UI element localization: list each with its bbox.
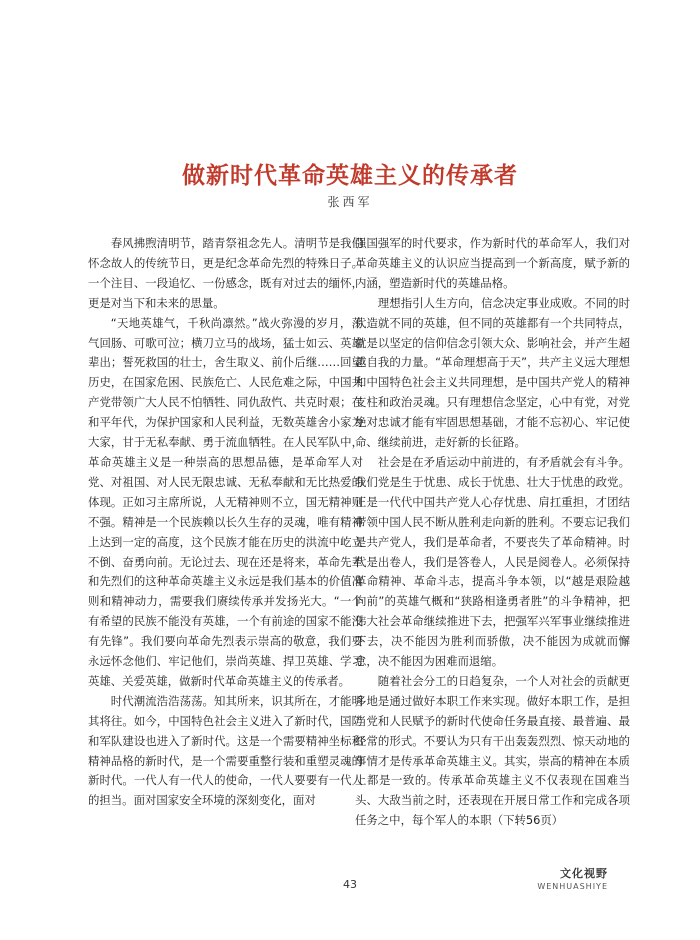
paragraph: 理想指引人生方向，信念决定事业成败。不同的时代造就不同的英雄，但不同的英雄都有一个共同特点，就是以坚定的信仰信念引领大众、影响社会，并产生超越自我的力量。“革命理想高于天”，共产主义远大理想和中国特色社会主义共同理想，是中国共产党人的精神支柱和政治灵魂。只有理想信念坚定，心中有党，对党绝对忠诚才能有牢固思想基础，才能不忘初心、牢记使命、继续前进，走好新的长征路。 — [355, 295, 630, 450]
paragraph: 社会是在矛盾运动中前进的，有矛盾就会有斗争。我们党是生于忧患、成长于忧患、壮大于忧患的政党。正是一代代中国共产党人心存忧患、肩扛重担，才团结带领中国人民不断从胜利走向新的胜利。不要忘记我们是共产党人，我们是革命者，不要丧失了革命精神。时代是出卷人，我们是答卷人，人民是阅卷人。必须保持革命精神、革命斗志，提高斗争本领，以“越是艰险越向前”的英雄气概和“狭路相逢勇者胜”的斗争精神，把伟大社会革命继续推进下去，把强军兴军事业继续推进下去，决不能因为胜利而骄傲，决不能因为成就而懈怠，决不能因为困难而退缩。 — [355, 454, 630, 669]
paragraph: “天地英雄气，千秋尚凛然。”战火弥漫的岁月，荡气回肠、可歌可泣；横刀立马的战场，猛士如云、英雄辈出；誓死救国的壮士，舍生取义、前仆后继……回望历史，在国家危困、民族危亡、人民危难之际，中国共产党带领广大人民不怕牺牲、同仇敌忾、共克时艰；在和平年代，为保护国家和人民利益，无数英雄舍小家为大家，甘于无私奉献、勇于流血牺牲。在人民军队中，革命英雄主义是一种崇高的思想品德，是革命军人对党、对祖国、对人民无限忠诚、无私奉献和无比热爱的体现。正如习主席所说，人无精神则不立，国无精神则不强。精神是一个民族赖以长久生存的灵魂，唯有精神上达到一定的高度，这个民族才能在历史的洪流中屹立不倒、奋勇向前。无论过去、现在还是将来，革命先辈和先烈们的这种革命英雄主义永远是我们基本的价值准则和精神动力，需要我们赓续传承并发扬光大。“一个有希望的民族不能没有英雄，一个有前途的国家不能没有先锋”。我们要向革命先烈表示崇高的敬意，我们要永远怀念他们、牢记他们，崇尚英雄、捍卫英雄、学习英雄、关爱英雄，做新时代革命英雄主义的传承者。 — [88, 315, 363, 688]
article-title: 做新时代革命英雄主义的传承者 — [182, 162, 518, 189]
left-column — [88, 234, 363, 811]
right-column — [355, 234, 630, 831]
paragraph: 强国强军的时代要求，作为新时代的革命军人，我们对革命英雄主义的认识应当提高到一个新高度，赋予新的内涵，塑造新时代的英雄品格。 — [355, 236, 630, 290]
paragraph: 时代潮流浩浩荡荡。知其所来，识其所在，才能明其将往。如今，中国特色社会主义进入了新时代，国防和军队建设也进入了新时代。这是一个需要精神坐标和精神品格的新时代，是一个需要重整行装和重塑灵魂的新时代。一代人有一代人的使命，一代人要要有一代人的担当。面对国家安全环境的深刻变化，面对 — [88, 693, 363, 808]
brand-chinese: 文化视野 — [560, 867, 608, 880]
page-number: 43 — [343, 878, 357, 891]
paragraph: 春风拂煦清明节，踏青祭祖念先人。清明节是我们怀念故人的传统节日，更是纪念革命先烈的特殊日子。一个注目、一段追忆、一份感念，既有对过去的缅怀，更是对当下和未来的思量。 — [88, 236, 363, 310]
paragraph: 随着社会分工的日趋复杂，一个人对社会的贡献更多地是通过做好本职工作来实现。做好本职工作，是担当党和人民赋予的新时代使命任务最直接、最普遍、最经常的形式。不要认为只有干出轰轰烈烈、惊天动地的事情才是传承革命英雄主义。其实，崇高的精神在本质上都是一致的。传承革命英雄主义不仅表现在国难当头、大敌当前之时，还表现在开展日常工作和完成各项任务之中，每个军人的本职（下转56页） — [355, 673, 630, 828]
magazine-brand — [537, 865, 608, 891]
article-author: 张西军 — [327, 195, 373, 209]
brand-pinyin: WENHUASHIYE — [537, 882, 608, 891]
